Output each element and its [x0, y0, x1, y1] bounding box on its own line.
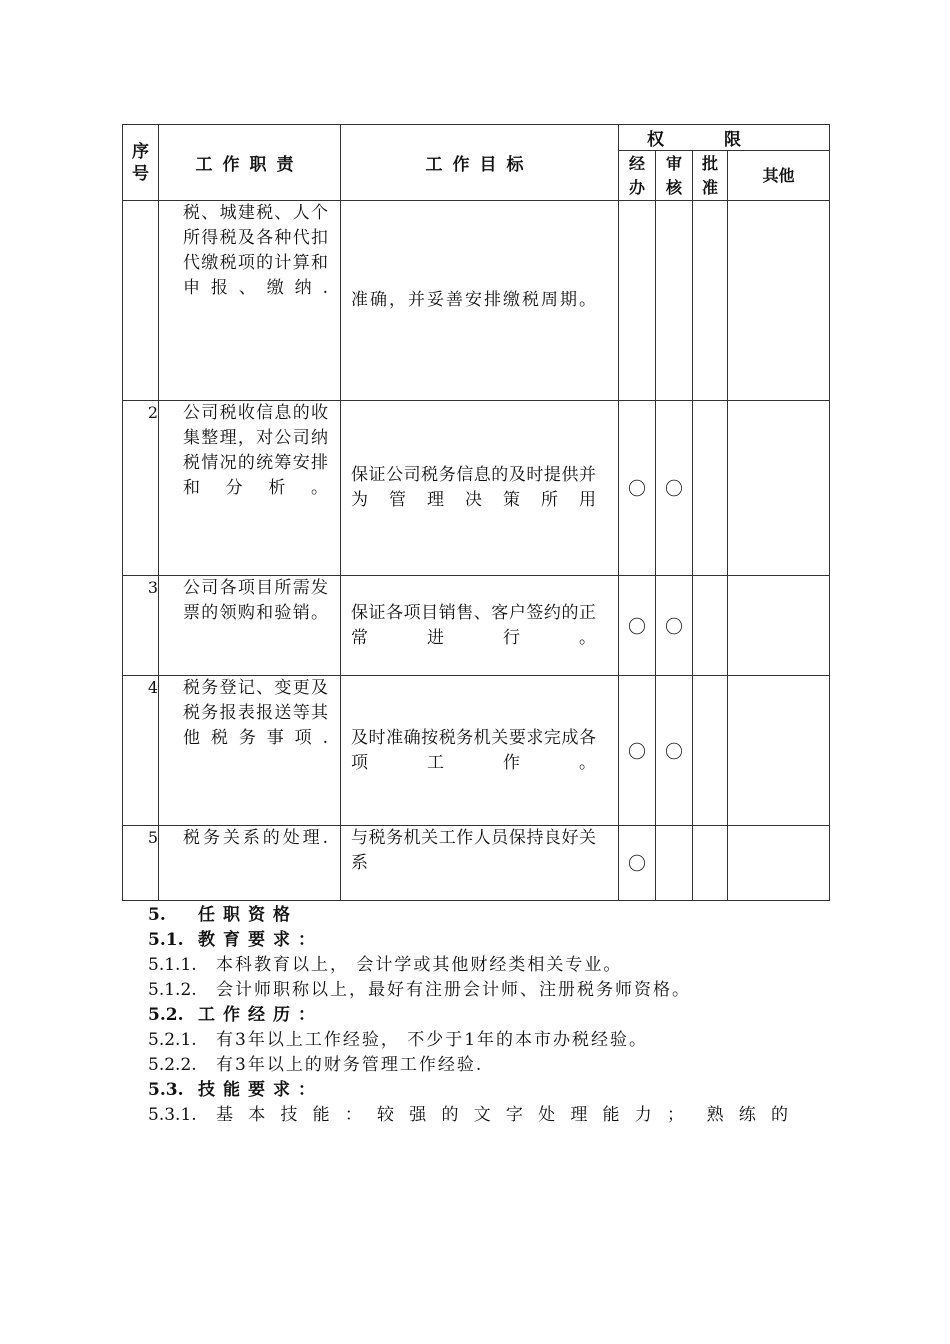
table-row — [123, 576, 830, 676]
duty-table — [122, 124, 830, 901]
header-duty: 工作职责 — [159, 125, 341, 201]
table-row — [123, 676, 830, 826]
row-goal: 准确，并妥善安排缴税周期。 — [341, 201, 619, 401]
header-review: 审核 — [656, 151, 693, 201]
row-duty: 公司各项目所需发票的领购和验销。 — [159, 576, 341, 676]
row-handle: 〇 — [619, 576, 656, 676]
row-other — [728, 576, 830, 676]
header-handle: 经办 — [619, 151, 656, 201]
row-seq — [123, 201, 159, 401]
row-approve — [693, 201, 728, 401]
row-goal: 及时准确按税务机关要求完成各项工作。 — [341, 676, 619, 826]
row-goal: 与税务机关工作人员保持良好关系 — [341, 826, 619, 901]
subsection-heading-experience: 5.2. 工作经历： — [148, 1005, 323, 1025]
row-handle: 〇 — [619, 826, 656, 901]
row-goal: 保证各项目销售、客户签约的正常进行。 — [341, 576, 619, 676]
row-review — [656, 201, 693, 401]
row-handle — [619, 201, 656, 401]
subsection-heading-education: 5.1. 教育要求： — [148, 930, 323, 950]
row-approve — [693, 401, 728, 576]
requirement-item: 5.2.2. 有3年以上的财务管理工作经验. — [148, 1055, 484, 1075]
table-row — [123, 826, 830, 901]
row-duty: 税、城建税、人个所得税及各种代扣代缴税项的计算和申报、缴纳. — [159, 201, 341, 401]
row-seq: 5 — [123, 826, 159, 901]
row-review — [656, 826, 693, 901]
row-handle: 〇 — [619, 401, 656, 576]
row-review: 〇 — [656, 401, 693, 576]
table-row — [123, 201, 830, 401]
row-seq: 4 — [123, 676, 159, 826]
row-approve — [693, 826, 728, 901]
row-duty: 公司税收信息的收集整理，对公司纳税情况的统筹安排和分析。 — [159, 401, 341, 576]
subsection-heading-skills: 5.3. 技能要求： — [148, 1080, 323, 1100]
row-handle: 〇 — [619, 676, 656, 826]
row-other — [728, 676, 830, 826]
row-goal: 保证公司税务信息的及时提供并为管理决策所用 — [341, 401, 619, 576]
header-goal: 工作目标 — [341, 125, 619, 201]
row-seq: 2 — [123, 401, 159, 576]
header-seq: 序号 — [123, 125, 159, 201]
row-duty: 税务关系的处理. — [159, 826, 341, 901]
table-row — [123, 401, 830, 576]
row-other — [728, 401, 830, 576]
row-other — [728, 826, 830, 901]
header-permission: 权限 — [619, 125, 830, 151]
qualifications-section — [148, 903, 790, 1128]
row-seq: 3 — [123, 576, 159, 676]
requirement-item: 5.2.1. 有3年以上工作经验， 不少于1年的本市办税经验。 — [148, 1030, 649, 1050]
header-other: 其他 — [728, 151, 830, 201]
section-heading: 5. 任职资格 — [148, 905, 298, 925]
row-review: 〇 — [656, 576, 693, 676]
row-duty: 税务登记、变更及税务报表报送等其他税务事项. — [159, 676, 341, 826]
requirement-item: 5.1.1. 本科教育以上， 会计学或其他财经类相关专业。 — [148, 955, 623, 975]
row-approve — [693, 676, 728, 826]
requirement-item: 5.3.1. 基本技能：较强的文字处理能力； 熟练的 — [148, 1105, 790, 1125]
row-other — [728, 201, 830, 401]
row-review: 〇 — [656, 676, 693, 826]
header-approve: 批准 — [693, 151, 728, 201]
requirement-item: 5.1.2. 会计师职称以上，最好有注册会计师、注册税务师资格。 — [148, 980, 691, 1000]
row-approve — [693, 576, 728, 676]
